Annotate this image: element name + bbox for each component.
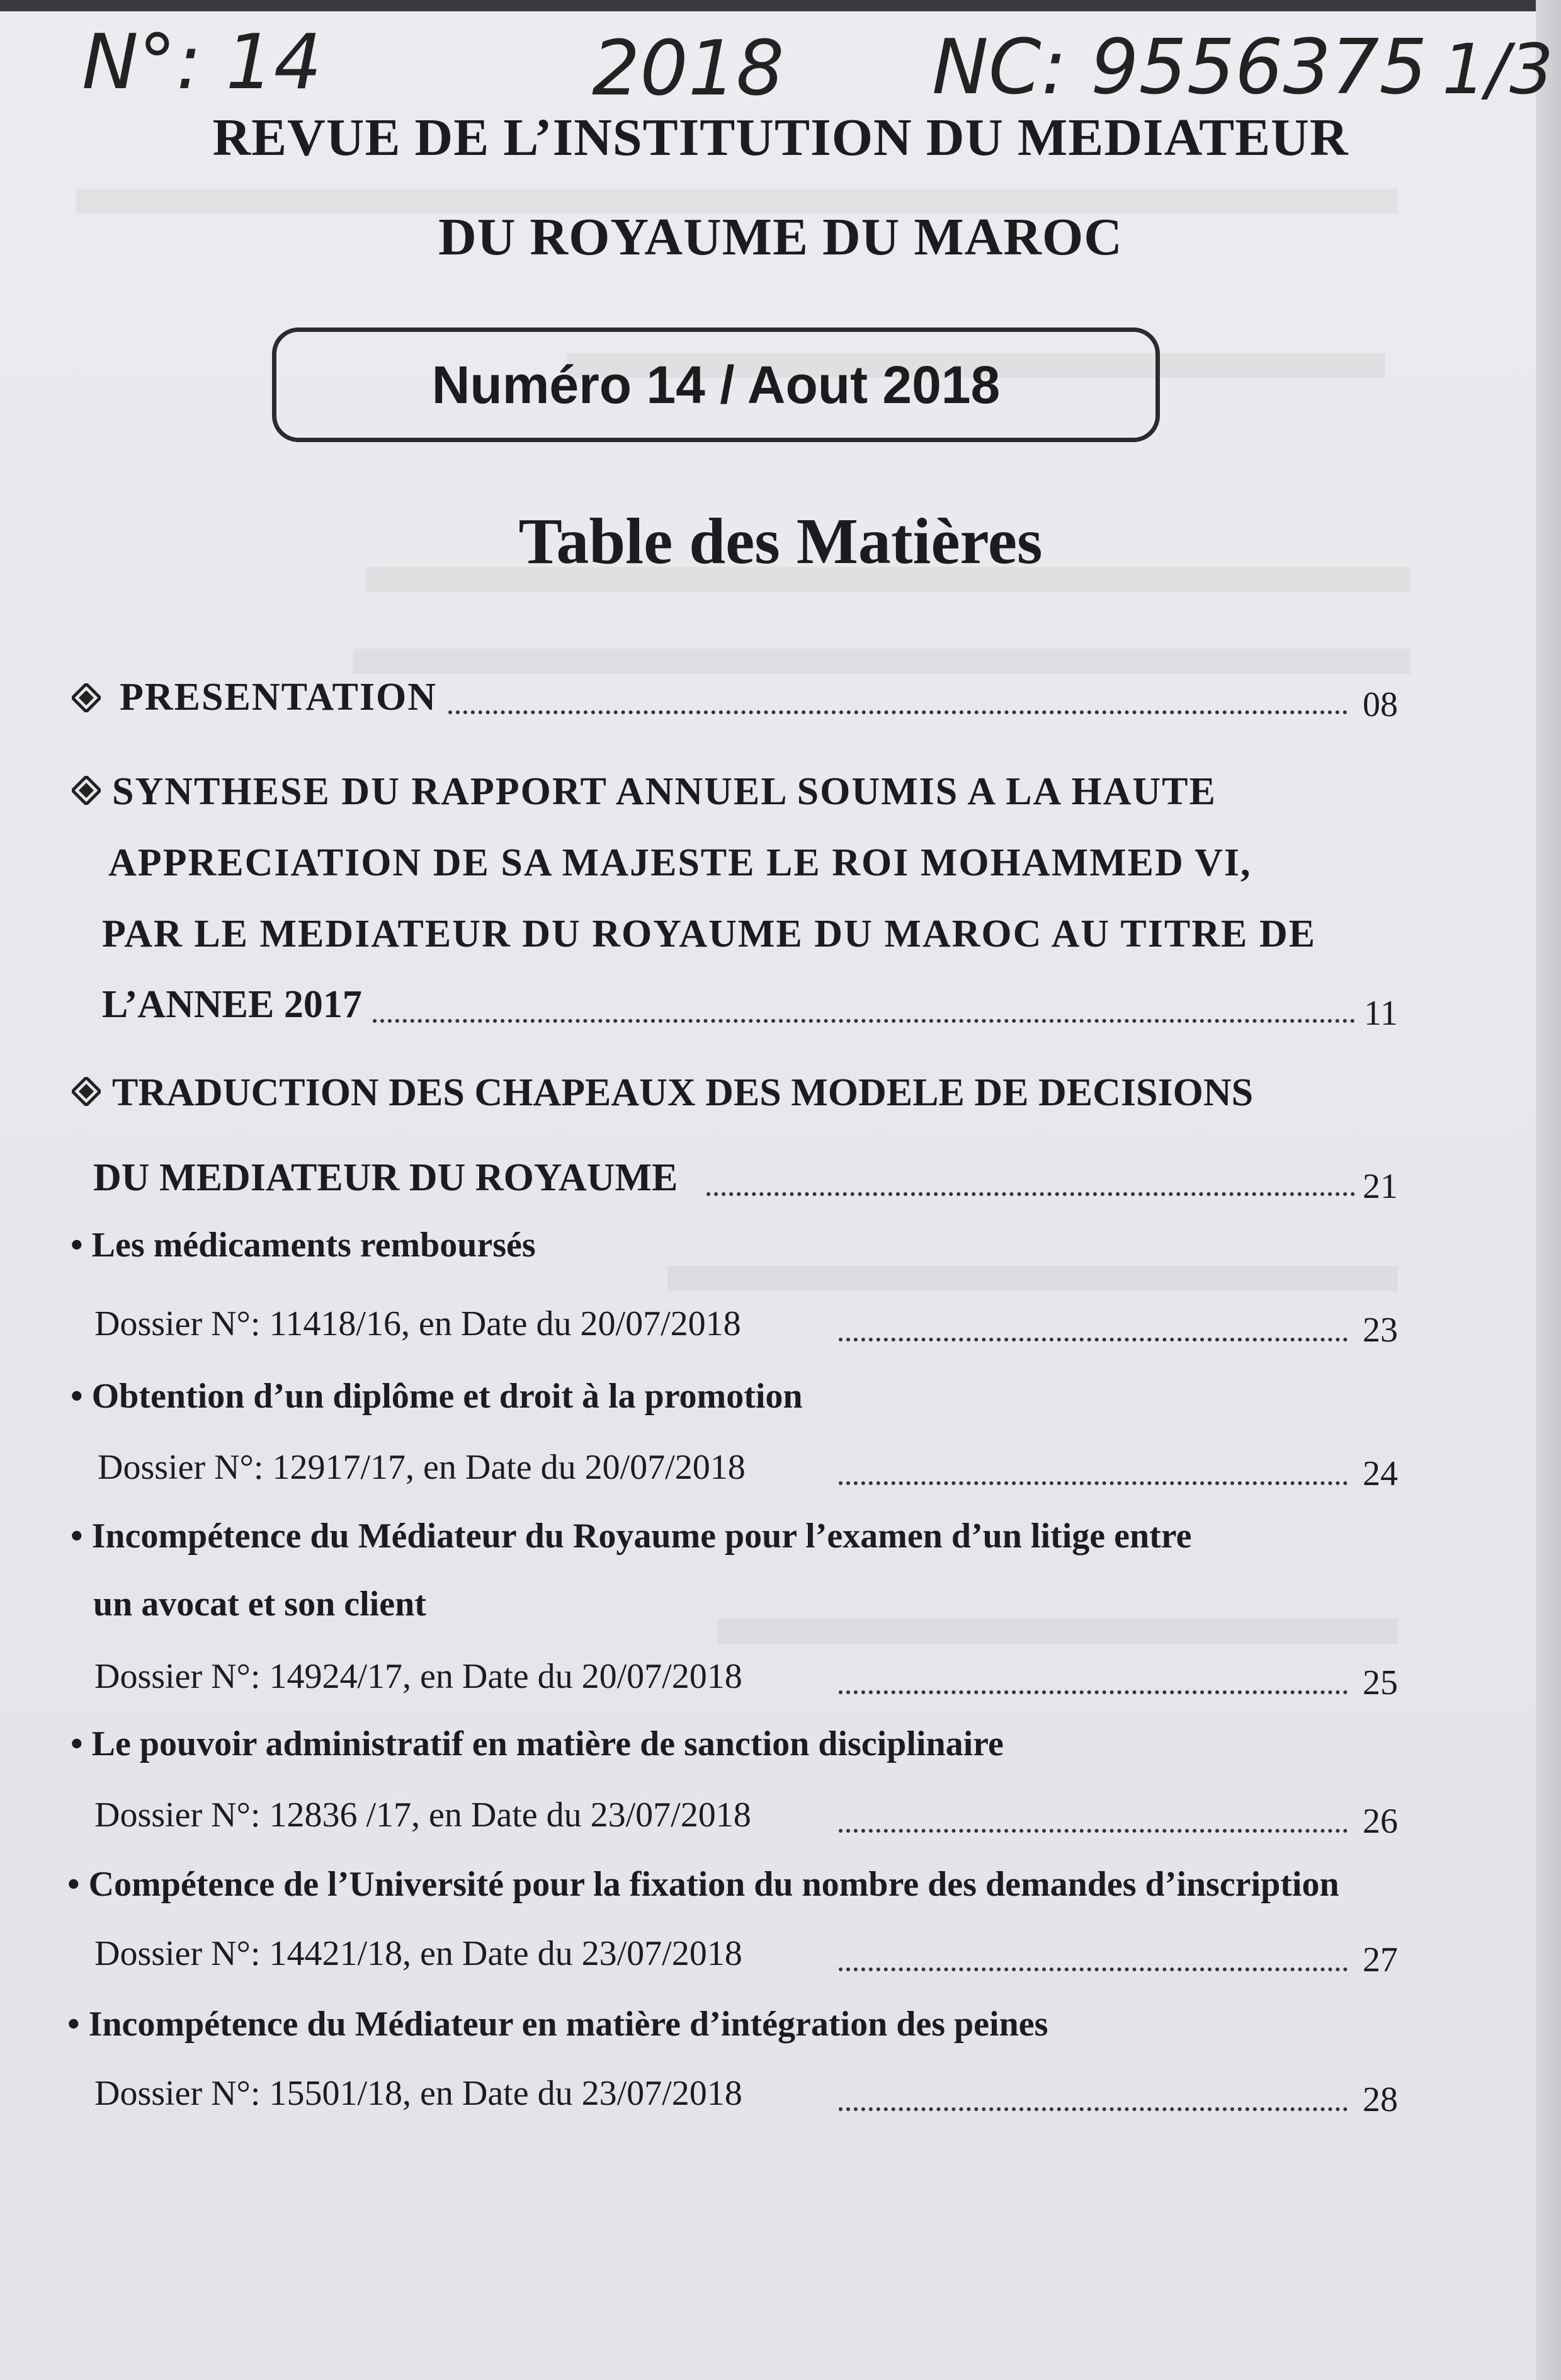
section-traduction-page: 21 bbox=[1363, 1167, 1398, 1206]
item-dossier: Dossier N°: 12836 /17, en Date du 23/07/2018 bbox=[94, 1796, 751, 1835]
section-synthese-title-line-3: PAR LE MEDIATEUR DU ROYAUME DU MAROC AU TITRE DE bbox=[102, 913, 1316, 955]
item-dossier: Dossier N°: 14421/18, en Date du 23/07/2018 bbox=[94, 1934, 742, 1973]
item-page: 24 bbox=[1363, 1454, 1398, 1493]
item-page: 27 bbox=[1363, 1940, 1398, 1979]
journal-title-line-2: DU ROYAUME DU MAROC bbox=[438, 208, 1123, 266]
dot-leader bbox=[373, 1019, 1355, 1023]
section-traduction-title-line-2: DU MEDIATEUR DU ROYAUME bbox=[93, 1156, 678, 1199]
item-page: 25 bbox=[1363, 1663, 1398, 1702]
item-page: 28 bbox=[1363, 2080, 1398, 2119]
page-right-edge bbox=[1536, 0, 1561, 2380]
item-title: • Le pouvoir administratif en matière de sanction disciplinaire bbox=[71, 1724, 1004, 1763]
item-dossier: Dossier N°: 14924/17, en Date du 20/07/2018 bbox=[94, 1657, 742, 1696]
item-dossier: Dossier N°: 11418/16, en Date du 20/07/2018 bbox=[94, 1304, 741, 1343]
ornament-diamond-icon bbox=[72, 683, 101, 712]
toc-title: Table des Matières bbox=[518, 505, 1043, 578]
handwritten-year: 2018 bbox=[592, 25, 785, 113]
section-traduction-title-line-1: TRADUCTION DES CHAPEAUX DES MODELE DE DECISIONS bbox=[112, 1071, 1254, 1114]
item-title: • Compétence de l’Université pour la fixation du nombre des demandes d’inscription bbox=[67, 1865, 1339, 1904]
item-page: 26 bbox=[1363, 1802, 1398, 1841]
journal-title-line-1: REVUE DE L’INSTITUTION DU MEDIATEUR bbox=[212, 108, 1349, 167]
ornament-diamond-icon bbox=[72, 776, 101, 805]
dot-leader bbox=[839, 2107, 1348, 2111]
item-dossier: Dossier N°: 12917/17, en Date du 20/07/2018 bbox=[98, 1448, 746, 1487]
handwritten-nc-number: NC: 9556375 bbox=[932, 24, 1428, 111]
item-dossier: Dossier N°: 15501/18, en Date du 23/07/2018 bbox=[94, 2074, 742, 2113]
section-synthese-title-line-4: L’ANNEE 2017 bbox=[102, 983, 362, 1026]
dot-leader bbox=[839, 1690, 1348, 1694]
ornament-diamond-icon bbox=[72, 1077, 101, 1106]
page-top-edge bbox=[0, 0, 1561, 11]
item-title: • Les médicaments remboursés bbox=[71, 1226, 536, 1265]
dot-leader bbox=[839, 1967, 1348, 1971]
section-presentation-title: PRESENTATION bbox=[120, 676, 438, 719]
dot-leader bbox=[707, 1192, 1355, 1196]
section-synthese-page: 11 bbox=[1364, 994, 1398, 1033]
show-through-line bbox=[718, 1619, 1398, 1644]
section-presentation-page: 08 bbox=[1363, 685, 1398, 724]
dot-leader bbox=[839, 1829, 1348, 1833]
item-title-continued: un avocat et son client bbox=[93, 1585, 426, 1624]
dot-leader bbox=[839, 1481, 1348, 1485]
handwritten-number: N°: 14 bbox=[82, 19, 322, 106]
section-synthese-title-line-2: APPRECIATION DE SA MAJESTE LE ROI MOHAMMED VI, bbox=[108, 841, 1252, 884]
section-synthese-title-line-1: SYNTHESE DU RAPPORT ANNUEL SOUMIS A LA HAUTE bbox=[112, 770, 1217, 813]
issue-box: Numéro 14 / Aout 2018 bbox=[272, 327, 1160, 442]
dot-leader bbox=[448, 710, 1348, 714]
item-page: 23 bbox=[1363, 1311, 1398, 1350]
handwritten-page-count: 1/3 bbox=[1442, 29, 1554, 110]
item-title: • Incompétence du Médiateur du Royaume pour l’examen d’un litige entre bbox=[71, 1517, 1192, 1556]
item-title: • Incompétence du Médiateur en matière d’intégration des peines bbox=[67, 2005, 1048, 2044]
show-through-line bbox=[353, 649, 1411, 674]
dot-leader bbox=[839, 1338, 1348, 1341]
item-title: • Obtention d’un diplôme et droit à la promotion bbox=[71, 1377, 803, 1416]
show-through-line bbox=[667, 1266, 1398, 1291]
